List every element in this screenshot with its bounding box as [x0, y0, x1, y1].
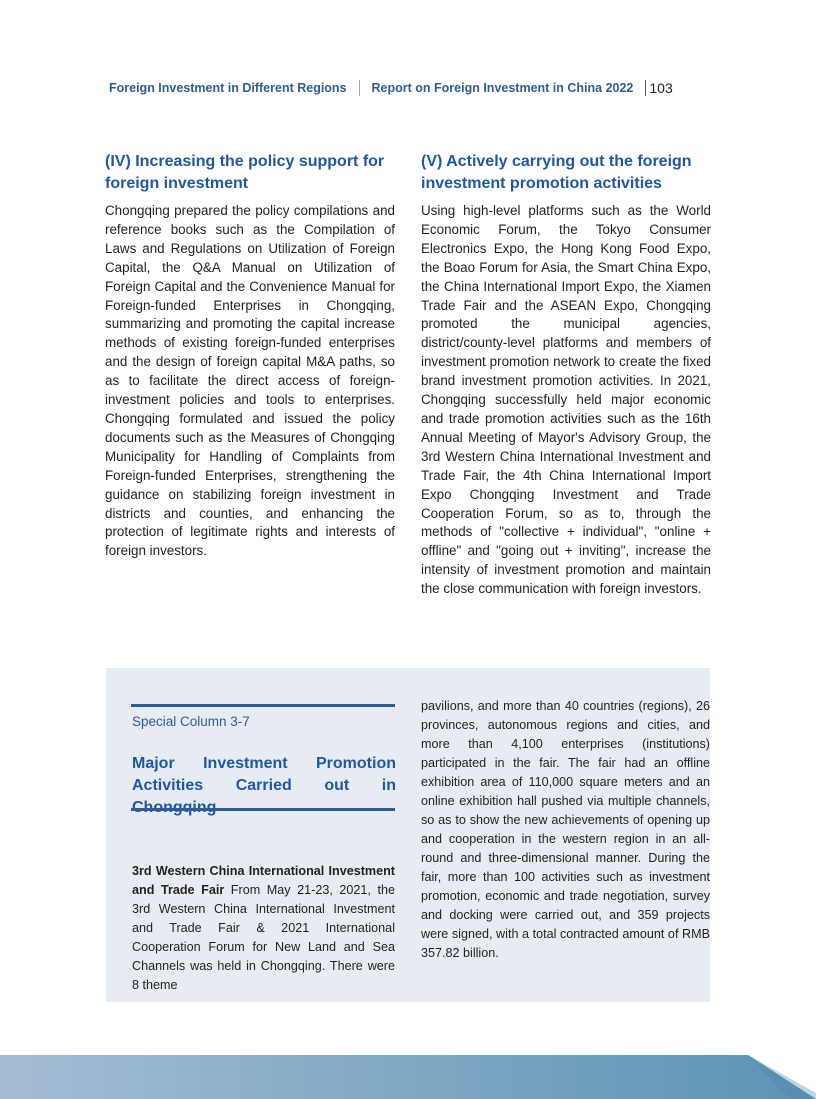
special-column-lead-text: From May 21-23, 2021, the 3rd Western China International Investment and Trade Fair & 2021 International Cooperation Forum for New Land and Sea Channels was held in Chongqing. There were 8 theme [132, 883, 395, 992]
left-column-heading: (IV) Increasing the policy support for foreign investment [105, 153, 385, 192]
special-column-box [106, 668, 710, 1002]
special-column-continuation: pavilions, and more than 40 countries (regions), 26 provinces, autonomous regions and cities, and more than 4,100 enterprises (institutions) participated in the fair. The fair had an offline exhibition area of 110,000 square meters and an online exhibition hall pushed via multiple channels, so as to show the new achievements of opening up and cooperation in the western region in an all-round and three-dimensional manner. During the fair, more than 100 activities such as investment promotion, economic and trade negotiation, survey and docking were carried out, and 359 projects were signed, with a total contracted amount of RMB 357.82 billion. [421, 699, 710, 960]
header-divider [359, 80, 360, 96]
right-column-body: Using high-level platforms such as the World Economic Forum, the Tokyo Consumer Electronics Expo, the Hong Kong Food Expo, the Boao Forum for Asia, the Smart China Expo, the China International Import Expo, the Xiamen Trade Fair and the ASEAN Expo, Chongqing promoted the municipal agencies, district/county-level platforms and members of investment promotion network to create the fixed brand investment promotion activities. In 2021, Chongqing successfully held major economic and trade promotion activities such as the 16th Annual Meeting of Mayor's Advisory Group, the 3rd Western China International Investment and Trade Fair, the 4th China International Import Expo Chongqing Investment and Trade Cooperation Forum, so as to, through the methods of "collective + individual", "online + offline" and "going out + inviting", increase the intensity of investment promotion and maintain the close communication with foreign investors. [421, 203, 711, 597]
special-column-top-rule [131, 704, 395, 707]
page-number-divider [645, 80, 646, 96]
right-column [421, 151, 711, 599]
running-header [109, 79, 673, 97]
footer-band-shape [0, 1055, 816, 1099]
special-column-lead-paragraph [132, 862, 395, 995]
header-section-title: Foreign Investment in Different Regions [109, 81, 347, 95]
left-column-body: Chongqing prepared the policy compilations and reference books such as the Compilation of Laws and Regulations on Utilization of Foreign Capital, the Q&A Manual on Utilization of Foreign Capital and the Convenience Manual for Foreign-funded Enterprises in Chongqing, summarizing and promoting the capital increase methods of existing foreign-funded enterprises and the design of foreign capital M&A paths, so as to facilitate the direct access of foreign-investment policies and tools to enterprises. Chongqing formulated and issued the policy documents such as the Measures of Chongqing Municipality for Handling of Complaints from Foreign-funded Enterprises, strengthening the guidance on stabilizing foreign investment in districts and counties, and enhancing the protection of legitimate rights and interests of foreign investors. [105, 203, 395, 559]
special-column-title: Major Investment Promotion Activities Carried out in [132, 755, 396, 794]
right-column-heading: (V) Actively carrying out the foreign investment promotion activities [421, 153, 692, 192]
left-column [105, 151, 395, 561]
special-column-bottom-rule [131, 808, 395, 811]
special-column-lead-title: 3rd Western China International Investment and Trade Fair [132, 864, 395, 897]
footer-decorative-band [0, 1053, 816, 1099]
header-report-title: Report on Foreign Investment in China 2022 [371, 81, 634, 95]
page-number: 103 [649, 80, 673, 96]
special-column-label: Special Column 3-7 [132, 714, 250, 729]
